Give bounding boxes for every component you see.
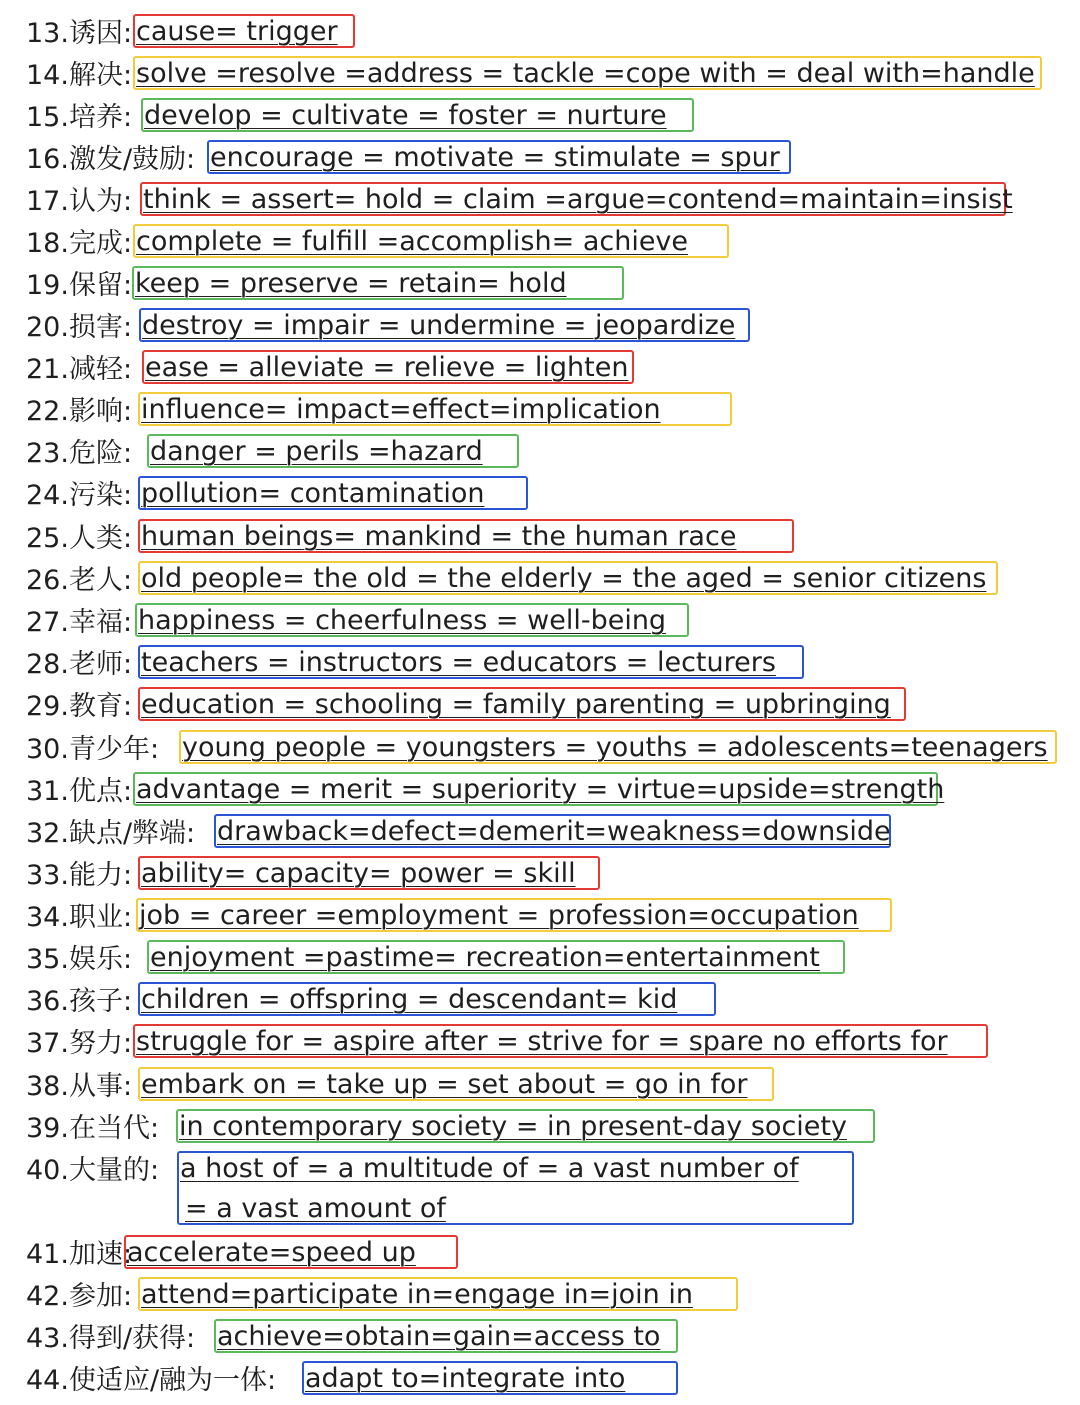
list-item	[0, 813, 1080, 855]
synonym-box	[302, 1361, 678, 1395]
list-item	[0, 1318, 1080, 1360]
entry-label: 15.培养:	[26, 102, 133, 133]
synonym-box	[140, 182, 1013, 216]
synonym-text: happiness = cheerfulness = well-being	[138, 605, 667, 636]
list-item	[0, 644, 1080, 686]
entry-label: 42.参加:	[26, 1281, 133, 1312]
entry-label: 25.人类:	[26, 523, 133, 554]
entry-label: 37.努力:	[26, 1028, 133, 1059]
synonym-box	[132, 266, 624, 300]
list-item	[0, 1276, 1080, 1318]
entry-label: 21.减轻:	[26, 354, 133, 385]
synonym-text: cause= trigger	[136, 16, 338, 47]
synonym-text: danger = perils =hazard	[150, 436, 483, 467]
synonym-box	[207, 140, 791, 174]
synonym-text: a host of = a multitude of = a vast number of	[180, 1153, 799, 1184]
list-item	[0, 1360, 1080, 1402]
synonym-box	[135, 603, 689, 637]
synonym-box	[177, 1151, 854, 1225]
synonym-box	[147, 434, 519, 468]
synonym-box	[141, 98, 694, 132]
entry-label: 17.认为:	[26, 186, 133, 217]
list-item	[0, 518, 1080, 560]
entry-label: 24.污染:	[26, 480, 133, 511]
synonym-text: develop = cultivate = foster = nurture	[144, 100, 667, 131]
entry-label: 14.解决:	[26, 60, 133, 91]
list-item	[0, 1066, 1080, 1108]
list-item	[0, 55, 1080, 97]
list-item	[0, 139, 1080, 181]
synonym-text: teachers = instructors = educators = lecturers	[141, 647, 776, 678]
list-item	[0, 1108, 1080, 1150]
entry-label: 23.危险:	[26, 438, 133, 469]
entry-label: 39.在当代:	[26, 1113, 160, 1144]
synonym-text: struggle for = aspire after = strive for = spare no efforts for	[136, 1026, 948, 1057]
entry-label: 31.优点:	[26, 776, 133, 807]
list-item	[0, 475, 1080, 517]
entry-label: 33.能力:	[26, 860, 133, 891]
list-item	[0, 433, 1080, 475]
synonym-box	[124, 1235, 458, 1269]
list-item	[0, 1234, 1080, 1276]
list-item	[0, 265, 1080, 307]
entry-label: 18.完成:	[26, 228, 133, 259]
synonym-box	[138, 687, 906, 721]
synonym-text: ability= capacity= power = skill	[141, 858, 576, 889]
entry-label: 36.孩子:	[26, 986, 133, 1017]
entry-label: 22.影响:	[26, 396, 133, 427]
synonym-box	[133, 14, 355, 48]
synonym-text: in contemporary society = in present-day society	[179, 1111, 847, 1142]
list-item	[0, 897, 1080, 939]
synonym-text: enjoyment =pastime= recreation=entertainment	[150, 942, 820, 973]
list-item	[0, 855, 1080, 897]
list-item	[0, 981, 1080, 1023]
synonym-box	[138, 645, 804, 679]
synonym-box	[176, 1109, 875, 1143]
synonym-text: children = offspring = descendant= kid	[141, 984, 678, 1015]
entry-label: 20.损害:	[26, 312, 133, 343]
synonym-box	[133, 1024, 988, 1058]
entry-label: 40.大量的:	[26, 1155, 160, 1186]
list-item	[0, 1150, 1080, 1232]
list-item	[0, 13, 1080, 55]
synonym-box	[138, 1067, 774, 1101]
list-item	[0, 307, 1080, 349]
synonym-text: advantage = merit = superiority = virtue=upside=strength	[136, 774, 945, 805]
synonym-text: attend=participate in=engage in=join in	[141, 1279, 693, 1310]
synonym-text: influence= impact=effect=implication	[141, 394, 661, 425]
synonym-text: job = career =employment = profession=occupation	[139, 900, 859, 931]
synonym-text: education = schooling = family parenting = upbringing	[141, 689, 891, 720]
list-item	[0, 939, 1080, 981]
entry-label: 38.从事:	[26, 1071, 133, 1102]
synonym-box	[138, 856, 600, 890]
list-item	[0, 97, 1080, 139]
list-item	[0, 391, 1080, 433]
synonym-box	[138, 519, 794, 553]
synonym-box	[133, 224, 729, 258]
entry-label: 44.使适应/融为一体:	[26, 1365, 277, 1396]
synonym-box	[136, 898, 892, 932]
synonym-box	[138, 392, 732, 426]
entry-label: 27.幸福:	[26, 607, 133, 638]
synonym-box	[142, 350, 634, 384]
list-item	[0, 223, 1080, 265]
synonym-box	[133, 56, 1042, 90]
list-item	[0, 729, 1080, 771]
synonym-box	[138, 561, 998, 595]
synonym-box	[147, 940, 845, 974]
synonym-box	[139, 308, 750, 342]
entry-label: 26.老人:	[26, 565, 133, 596]
list-item	[0, 686, 1080, 728]
synonym-text: complete = fulfill =accomplish= achieve	[136, 226, 689, 257]
synonym-text: keep = preserve = retain= hold	[135, 268, 567, 299]
synonym-box	[133, 772, 945, 806]
list-item	[0, 771, 1080, 813]
synonym-text: solve =resolve =address = tackle =cope with = deal with=handle	[136, 58, 1035, 89]
synonym-box	[179, 730, 1057, 764]
synonym-text: destroy = impair = undermine = jeopardize	[142, 310, 736, 341]
synonym-text-line2: = a vast amount of	[185, 1193, 446, 1224]
synonym-text: achieve=obtain=gain=access to	[217, 1321, 661, 1352]
entry-label: 13.诱因:	[26, 18, 133, 49]
synonym-text: drawback=defect=demerit=weakness=downside	[217, 816, 891, 847]
synonym-text: human beings= mankind = the human race	[141, 521, 737, 552]
list-item	[0, 602, 1080, 644]
synonym-text: embark on = take up = set about = go in for	[141, 1069, 748, 1100]
synonym-box	[138, 476, 528, 510]
synonym-text: encourage = motivate = stimulate = spur	[210, 142, 780, 173]
synonym-text: pollution= contamination	[141, 478, 485, 509]
list-item	[0, 181, 1080, 223]
entry-label: 34.职业:	[26, 902, 133, 933]
list-item	[0, 560, 1080, 602]
entry-label: 19.保留:	[26, 270, 133, 301]
synonym-text: adapt to=integrate into	[305, 1363, 626, 1394]
entry-label: 35.娱乐:	[26, 944, 133, 975]
synonym-text: ease = alleviate = relieve = lighten	[145, 352, 629, 383]
entry-label: 32.缺点/弊端:	[26, 818, 196, 849]
synonym-text: young people = youngsters = youths = adolescents=teenagers	[182, 732, 1048, 763]
list-item	[0, 349, 1080, 391]
synonym-box	[138, 1277, 738, 1311]
synonym-text: think = assert= hold = claim =argue=contend=maintain=insist	[143, 184, 1013, 215]
entry-label: 28.老师:	[26, 649, 133, 680]
list-item	[0, 1023, 1080, 1065]
synonym-box	[214, 1319, 678, 1353]
synonym-text: accelerate=speed up	[127, 1237, 416, 1268]
entry-label: 41.加速:	[26, 1239, 133, 1270]
entry-label: 29.教育:	[26, 691, 133, 722]
synonym-box	[214, 814, 891, 848]
entry-label: 30.青少年:	[26, 734, 160, 765]
entry-label: 16.激发/鼓励:	[26, 144, 196, 175]
entry-label: 43.得到/获得:	[26, 1323, 196, 1354]
synonym-box	[138, 982, 716, 1016]
synonym-text: old people= the old = the elderly = the aged = senior citizens	[141, 563, 987, 594]
